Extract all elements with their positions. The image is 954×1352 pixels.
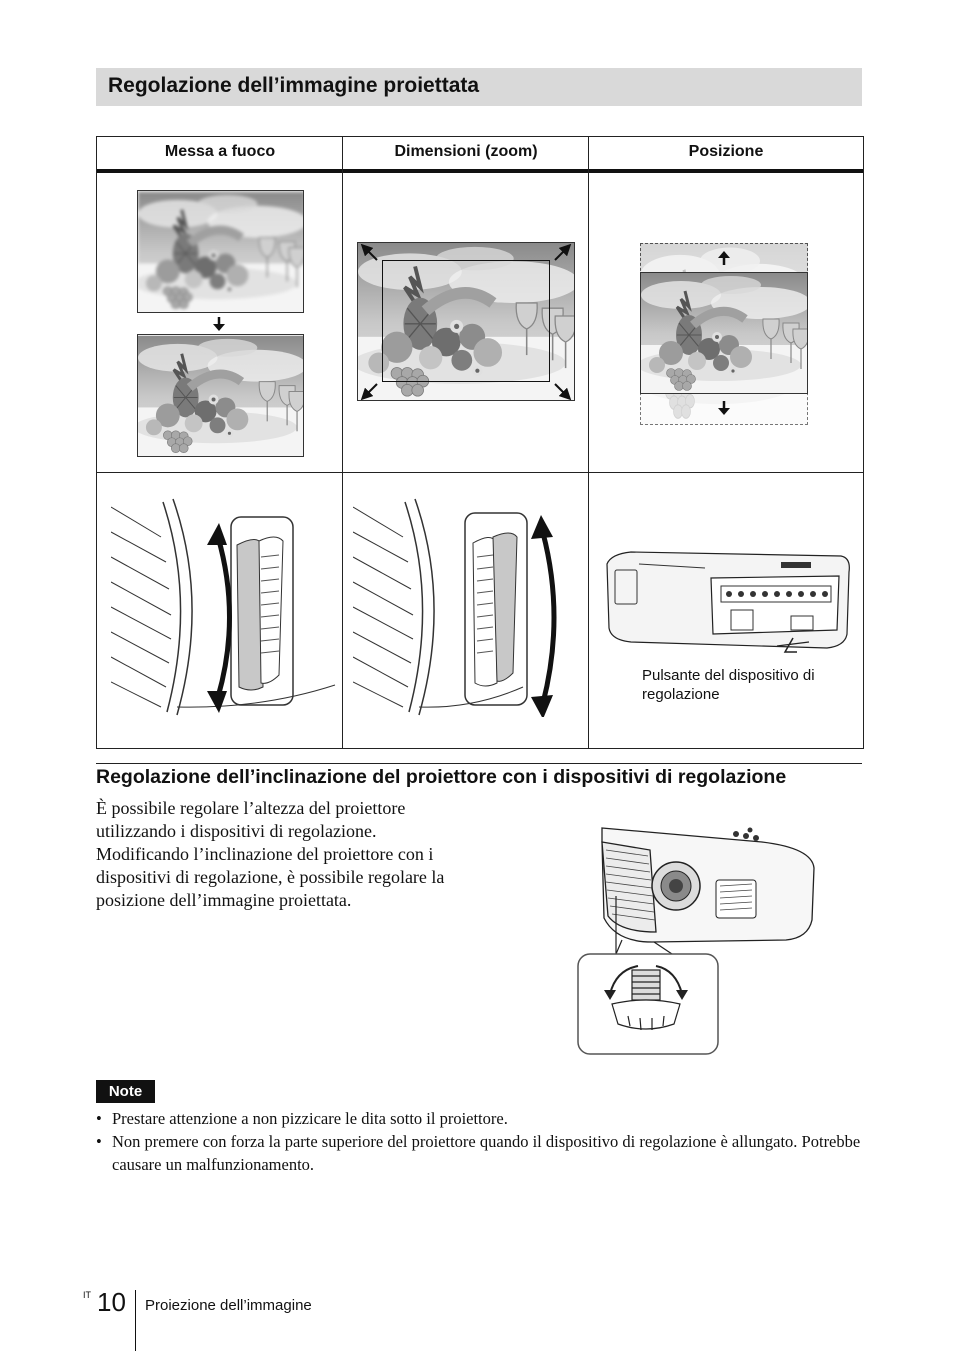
focus-image-blurry — [137, 190, 304, 313]
body-paragraph: È possibile regolare l’altezza del proiettore utilizzando i dispositivi di regolazione. Modificando l’inclinazione del proiettore con i dispositivi di regolazione, è possibile regolare la posizione dell’immagine proiettata. — [96, 798, 445, 910]
section-title: Regolazione dell’immagine proiettata — [108, 74, 480, 97]
subsection-title: Regolazione dell’inclinazione del proiettore con i dispositivi di regolazione — [96, 766, 787, 788]
footer-language: IT — [83, 1290, 91, 1300]
header-position: Posizione — [688, 143, 764, 160]
projector-adjuster-illustration — [576, 820, 820, 1058]
footer-divider — [135, 1290, 136, 1351]
list-item: • Non premere con forza la parte superiore del proiettore quando il dispositivo di regolazione è allungato. Potrebbe causare un malfunzionamento. — [96, 1132, 861, 1174]
position-button-caption: Pulsante del dispositivo di regolazione — [642, 667, 815, 703]
zoom-ring-illustration — [353, 497, 583, 717]
row-divider — [97, 472, 863, 473]
arrow-down-icon — [716, 401, 732, 417]
projector-rear-illustration — [601, 542, 855, 672]
focus-ring-illustration — [111, 497, 341, 717]
footer-section: Proiezione dell’immagine — [145, 1297, 312, 1314]
note-badge: Note — [96, 1080, 155, 1103]
notes-list — [96, 1107, 862, 1176]
adjustment-table — [96, 136, 864, 749]
subsection-rule — [96, 763, 862, 764]
focus-image-sharp — [137, 334, 304, 457]
header-rule — [97, 169, 863, 173]
column-divider-1 — [342, 137, 343, 748]
arrow-up-icon — [716, 250, 732, 266]
column-divider-2 — [588, 137, 589, 748]
zoom-arrows-icon — [359, 244, 573, 400]
header-focus: Messa a fuoco — [164, 143, 276, 160]
header-zoom: Dimensioni (zoom) — [394, 143, 538, 160]
page-number: 10 — [97, 1287, 126, 1317]
list-item: • Prestare attenzione a non pizzicare le dita sotto il proiettore. — [96, 1109, 508, 1128]
arrow-down-icon — [211, 317, 227, 333]
section-title-bar — [96, 68, 862, 106]
position-image — [640, 272, 808, 394]
